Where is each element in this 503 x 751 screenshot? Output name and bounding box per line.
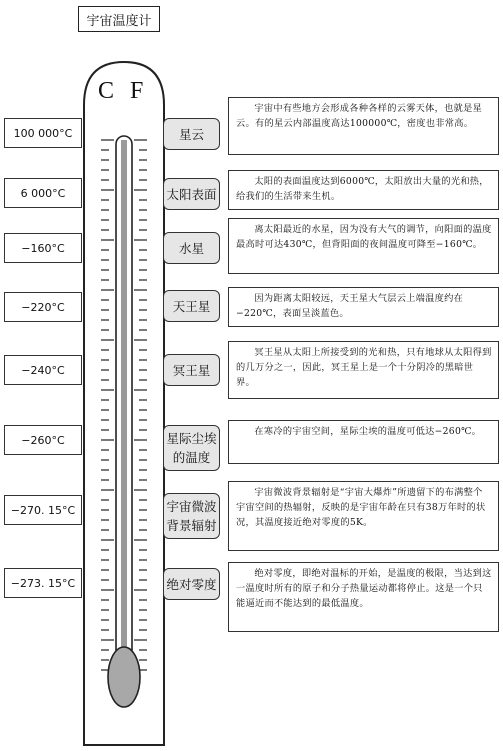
object-label: 绝对零度 (163, 568, 220, 600)
object-label: 宇宙微波背景辐射 (163, 493, 220, 539)
object-description: 离太阳最近的水星，因为没有大气的调节，向阳面的温度最高时可达430℃，但背阳面的夜间温度可降至−160℃。 (228, 218, 499, 274)
object-description: 因为距离太阳较远，天王星大气层云上端温度约在−220℃，表面呈淡蓝色。 (228, 287, 499, 327)
temperature-value: 6 000°C (4, 178, 82, 208)
temperature-value: −220°C (4, 292, 82, 322)
celsius-label: C (98, 78, 115, 104)
fahrenheit-label: F (130, 78, 144, 104)
temperature-value: −240°C (4, 355, 82, 385)
diagram-title: 宇宙温度计 (78, 6, 160, 32)
object-description: 冥王星从太阳上所接受到的光和热，只有地球从太阳得到的几万分之一，因此，冥王星上是一个十分阴冷的黑暗世界。 (228, 341, 499, 399)
object-label: 天王星 (163, 290, 220, 322)
temperature-value: −273. 15°C (4, 568, 82, 598)
object-label: 星云 (163, 118, 220, 150)
object-label: 太阳表面 (163, 178, 220, 210)
object-label: 水星 (163, 232, 220, 264)
thermometer-bulb (108, 647, 140, 707)
object-label: 星际尘埃的温度 (163, 425, 220, 471)
object-description: 宇宙中有些地方会形成各种各样的云雾天体，也就是星云。有的星云内部温度高达100000℃，密度也非常高。 (228, 97, 499, 155)
temperature-value: 100 000°C (4, 118, 82, 148)
object-label: 冥王星 (163, 354, 220, 386)
object-description: 在寒冷的宇宙空间，星际尘埃的温度可低达−260℃。 (228, 420, 499, 464)
temperature-value: −160°C (4, 233, 82, 263)
object-description: 太阳的表面温度达到6000℃，太阳放出大量的光和热，给我们的生活带来生机。 (228, 170, 499, 210)
object-description: 绝对零度，即绝对温标的开始，是温度的极限，当达到这一温度时所有的原子和分子热量运动都将停止。这是一个只能逼近而不能达到的最低温度。 (228, 562, 499, 632)
temperature-value: −270. 15°C (4, 495, 82, 525)
temperature-value: −260°C (4, 425, 82, 455)
object-description: 宇宙微波背景辐射是“宇宙大爆炸”所遗留下的布满整个宇宙空间的热辐射，反映的是宇宙年龄在只有38万年时的状况，其温度接近绝对零度的5K。 (228, 481, 499, 551)
